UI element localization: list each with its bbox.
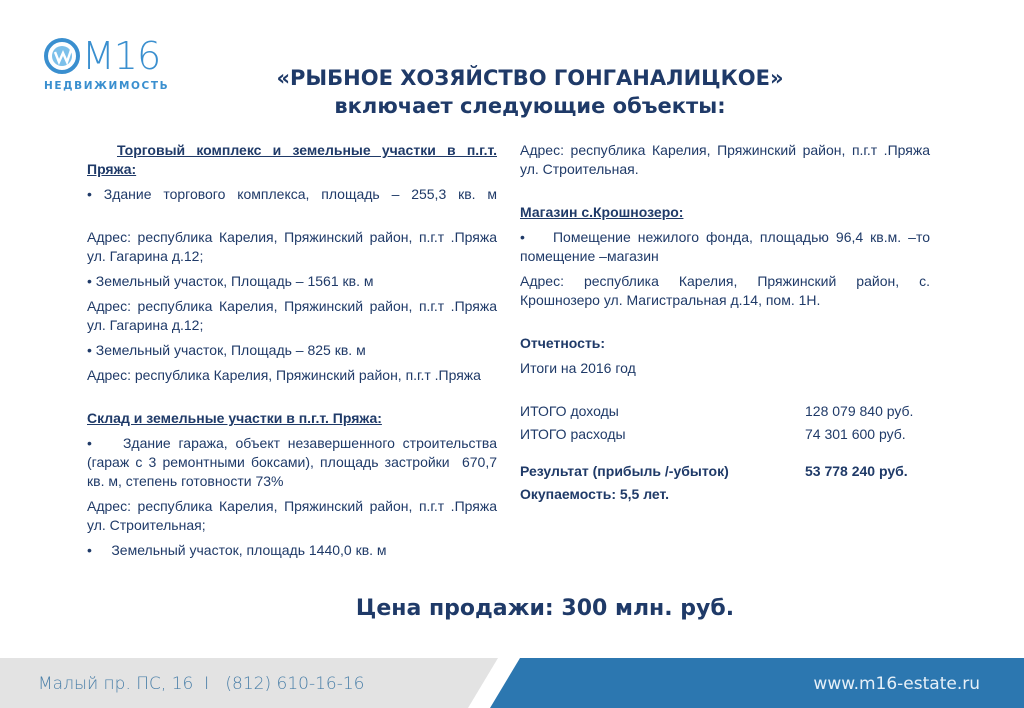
logo-subtitle: НЕДВИЖИМОСТЬ <box>44 80 170 92</box>
logo-wordmark: M16 <box>82 34 161 78</box>
title-line-2: включает следующие объекты: <box>334 94 726 118</box>
address-text: Адрес: республика Карелия, Пряжинский район, с. Крошнозеро ул. Магистральная д.14, пом. 1Н. <box>520 273 930 308</box>
footer-address-phone: Малый пр. ПС, 16 I (812) 610-16-16 <box>38 674 365 694</box>
title-line-1: «РЫБНОЕ ХОЗЯЙСТВО ГОНГАНАЛИЦКОЕ» <box>276 66 784 90</box>
footer <box>0 658 1024 708</box>
address-text: Адрес: республика Карелия, Пряжинский район, п.г.т .Пряжа ул. Гагарина д.12; <box>87 229 497 264</box>
footer-website-link[interactable]: www.m16-estate.ru <box>813 674 980 694</box>
list-item: • Земельный участок, Площадь – 1561 кв. м <box>87 273 374 289</box>
list-item: • Здание гаража, объект незавершенного строительства (гараж с 3 ремонтными боксами), площадь застройки 670,7 кв. м, степень готовности 73% <box>87 435 501 489</box>
address-text: Адрес: республика Карелия, Пряжинский район, п.г.т .Пряжа <box>87 367 481 383</box>
address-text: Адрес: республика Карелия, Пряжинский район, п.г.т .Пряжа ул. Строительная; <box>87 498 497 533</box>
report-row-result <box>520 462 930 481</box>
sale-price: Цена продажи: 300 млн. руб. <box>355 596 735 621</box>
result-value: 53 778 240 руб. <box>805 463 908 479</box>
result-label: Результат (прибыль /-убыток) <box>520 463 729 479</box>
list-item: • Здание торгового комплекса, площадь – 255,3 кв. м <box>87 186 497 202</box>
report-heading: Отчетность: <box>520 335 606 351</box>
report-period: Итоги на 2016 год <box>520 360 636 376</box>
left-column <box>87 141 501 566</box>
address-text: Адрес: республика Карелия, Пряжинский район, п.г.т .Пряжа ул. Гагарина д.12; <box>87 298 497 333</box>
list-item: • Земельный участок, площадь 1440,0 кв. м <box>87 542 387 558</box>
list-item: • Земельный участок, Площадь – 825 кв. м <box>87 342 366 358</box>
expenses-value: 74 301 600 руб. <box>805 426 906 442</box>
page-title <box>200 64 860 120</box>
report-row-expenses <box>520 425 930 444</box>
section-heading-warehouse: Склад и земельные участки в п.г.т. Пряжа: <box>87 410 382 426</box>
expenses-label: ИТОГО расходы <box>520 426 626 442</box>
list-item: • Помещение нежилого фонда, площадью 96,4 кв.м. –то помещение –магазин <box>520 229 934 264</box>
section-heading-shop: Магазин с.Крошнозеро: <box>520 204 684 220</box>
income-label: ИТОГО доходы <box>520 403 619 419</box>
income-value: 128 079 840 руб. <box>805 403 914 419</box>
company-logo <box>44 34 174 98</box>
right-column <box>520 141 934 510</box>
report-row-income <box>520 402 930 421</box>
address-text: Адрес: республика Карелия, Пряжинский район, п.г.т .Пряжа ул. Строительная. <box>520 142 930 177</box>
logo-globe-icon <box>44 38 80 74</box>
payback-text: Окупаемость: 5,5 лет. <box>520 486 670 502</box>
section-heading-trade-complex: Торговый комплекс и земельные участки в п.г.т. Пряжа: <box>87 142 497 177</box>
